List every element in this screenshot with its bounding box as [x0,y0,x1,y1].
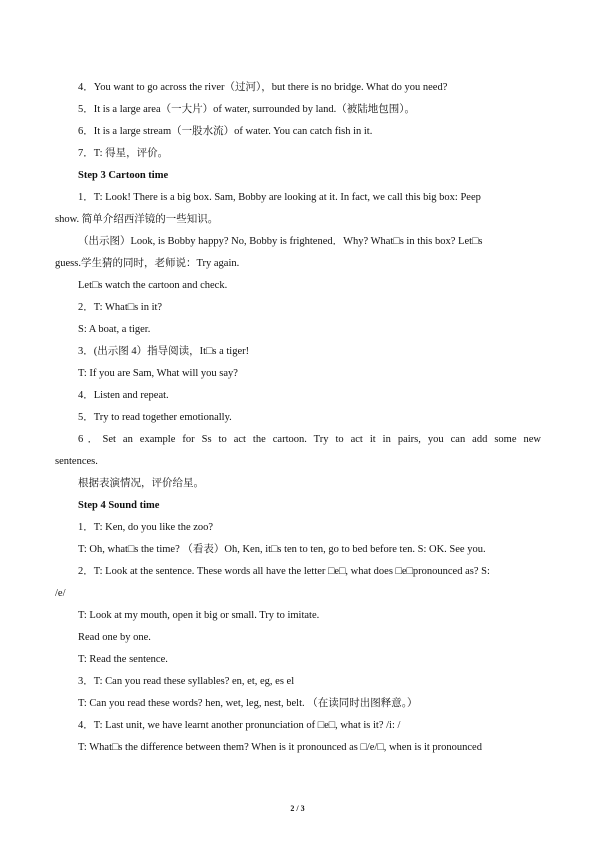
text-line: 根据表演情况，评价给星。 [78,478,204,489]
text-line: 5．It is a large area（一大片）of water, surrounded by land.（被陆地包围）。 [78,104,416,115]
text-line: 1．T: Ken, do you like the zoo? [78,522,214,533]
text-line: 4．T: Last unit, we have learnt another pronunciation of □e□, what is it? /i: / [78,720,401,731]
text-line: 2．T: Look at the sentence. These words all have the letter □e□, what does □e□pronounced as? S: [78,566,490,577]
text-line: T: Oh, what□s the time? （看表）Oh, Ken, it□s ten to ten, go to bed before ten. S: OK. See you. [78,544,486,555]
text-line: 3．(出示图 4）指导阅读，It□s a tiger! [78,346,250,357]
page-number: 2 / 3 [290,804,305,813]
text-line: 5．Try to read together emotionally. [78,412,232,423]
text-line: T: Can you read these words? hen, wet, leg, nest, belt. （在读同时出图释意。） [78,698,418,709]
text-line: Read one by one. [78,632,151,643]
text-line: Let□s watch the cartoon and check. [78,280,228,291]
text-line: T: Look at my mouth, open it big or small. Try to imitate. [78,610,320,621]
section-heading: Step 4 Sound time [78,500,160,511]
text-line: （出示图）Look, is Bobby happy? No, Bobby is frightened．Why? What□s in this box? Let□s [78,236,483,247]
text-line: show. 简单介绍西洋镜的一些知识。 [55,214,219,225]
section-heading: Step 3 Cartoon time [78,170,169,181]
text-line: sentences. [55,456,98,467]
text-line: /e/ [55,588,66,599]
text-line: 2．T: What□s in it? [78,302,163,313]
text-line: 6．Set an example for Ss to act the cartoon. Try to act it in pairs, you can add some new [78,434,541,445]
text-line: 1．T: Look! There is a big box. Sam, Bobby are looking at it. In fact, we call this big box: Peep [78,192,481,203]
text-line: S: A boat, a tiger. [78,324,151,335]
text-line: 3．T: Can you read these syllables? en, et, eg, es el [78,676,295,687]
text-line: 7．T: 得星，评价。 [78,148,169,159]
text-line: T: Read the sentence. [78,654,168,665]
text-line: T: If you are Sam, What will you say? [78,368,238,379]
text-line: T: What□s the difference between them? When is it pronounced as □/e/□, when is it pronounced [78,742,482,753]
text-line: guess.学生猜的同时，老师说：Try again. [55,258,240,269]
text-line: 6．It is a large stream（一股水流）of water. You can catch fish in it. [78,126,373,137]
text-line: 4．You want to go across the river（过河），but there is no bridge. What do you need? [78,82,448,93]
text-line: 4．Listen and repeat. [78,390,169,401]
